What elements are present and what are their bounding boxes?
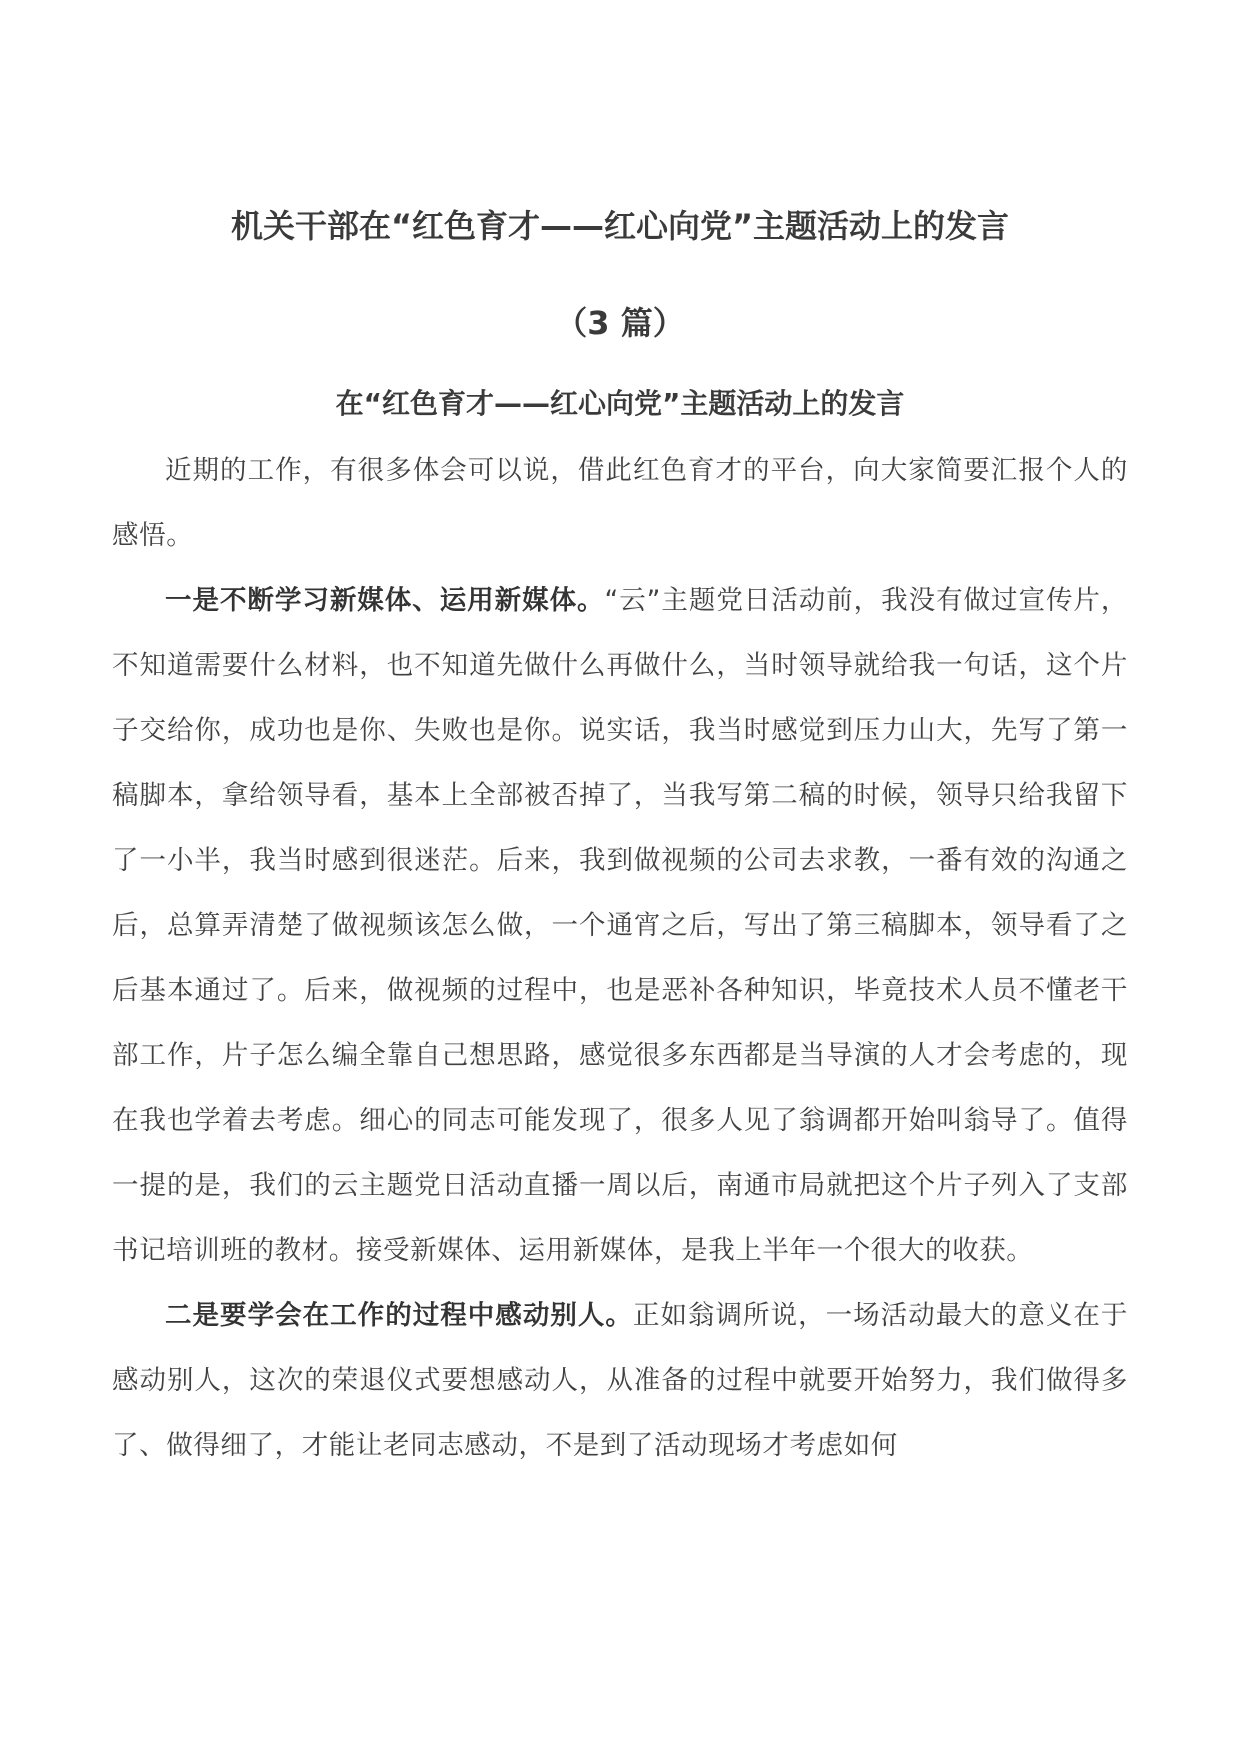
paragraph (112, 568, 1128, 1283)
document-body (112, 438, 1128, 1478)
paragraph (112, 438, 1128, 568)
paragraph-text: 近期的工作，有很多体会可以说，借此红色育才的平台，向大家简要汇报个人的感悟。 (112, 455, 1128, 551)
document-title: 机关干部在“红色育才——红心向党”主题活动上的发言 (230, 207, 1010, 245)
paragraph-lead: 一是不断学习新媒体、运用新媒体。 (165, 585, 605, 616)
paragraph-text: “云”主题党日活动前，我没有做过宣传片，不知道需要什么材料，也不知道先做什么再做什么，当时领导就给我一句话，这个片子交给你，成功也是你、失败也是你。说实话，我当时感觉到压力山大，先写了第一稿脚本，拿给领导看，基本上全部被否掉了，当我写第二稿的时候，领导只给我留下了一小半，我当时感到很迷茫。后来，我到做视频的公司去求教，一番有效的沟通之后，总算弄清楚了做视频该怎么做，一个通宵之后，写出了第三稿脚本，领导看了之后基本通过了。后来，做视频的过程中，也是恶补各种知识，毕竟技术人员不懂老干部工作，片子怎么编全靠自己想思路，感觉很多东西都是当导演的人才会考虑的，现在我也学着去考虑。细心的同志可能发现了，很多人见了翁调都开始叫翁导了。值得一提的是，我们的云主题党日活动直播一周以后，南通市局就把这个片子列入了支部书记培训班的教材。接受新媒体、运用新媒体，是我上半年一个很大的收获。 (112, 585, 1128, 1266)
paragraph-text: 正如翁调所说，一场活动最大的意义在于感动别人，这次的荣退仪式要想感动人，从准备的过程中就要开始努力，我们做得多了、做得细了，才能让老同志感动，不是到了活动现场才考虑如何 (112, 1300, 1128, 1461)
paragraph-lead: 二是要学会在工作的过程中感动别人。 (165, 1300, 633, 1331)
paragraph (112, 1283, 1128, 1478)
document-title-count: （3 篇） (555, 304, 685, 342)
section-title: 在“红色育才——红心向党”主题活动上的发言 (335, 387, 905, 420)
